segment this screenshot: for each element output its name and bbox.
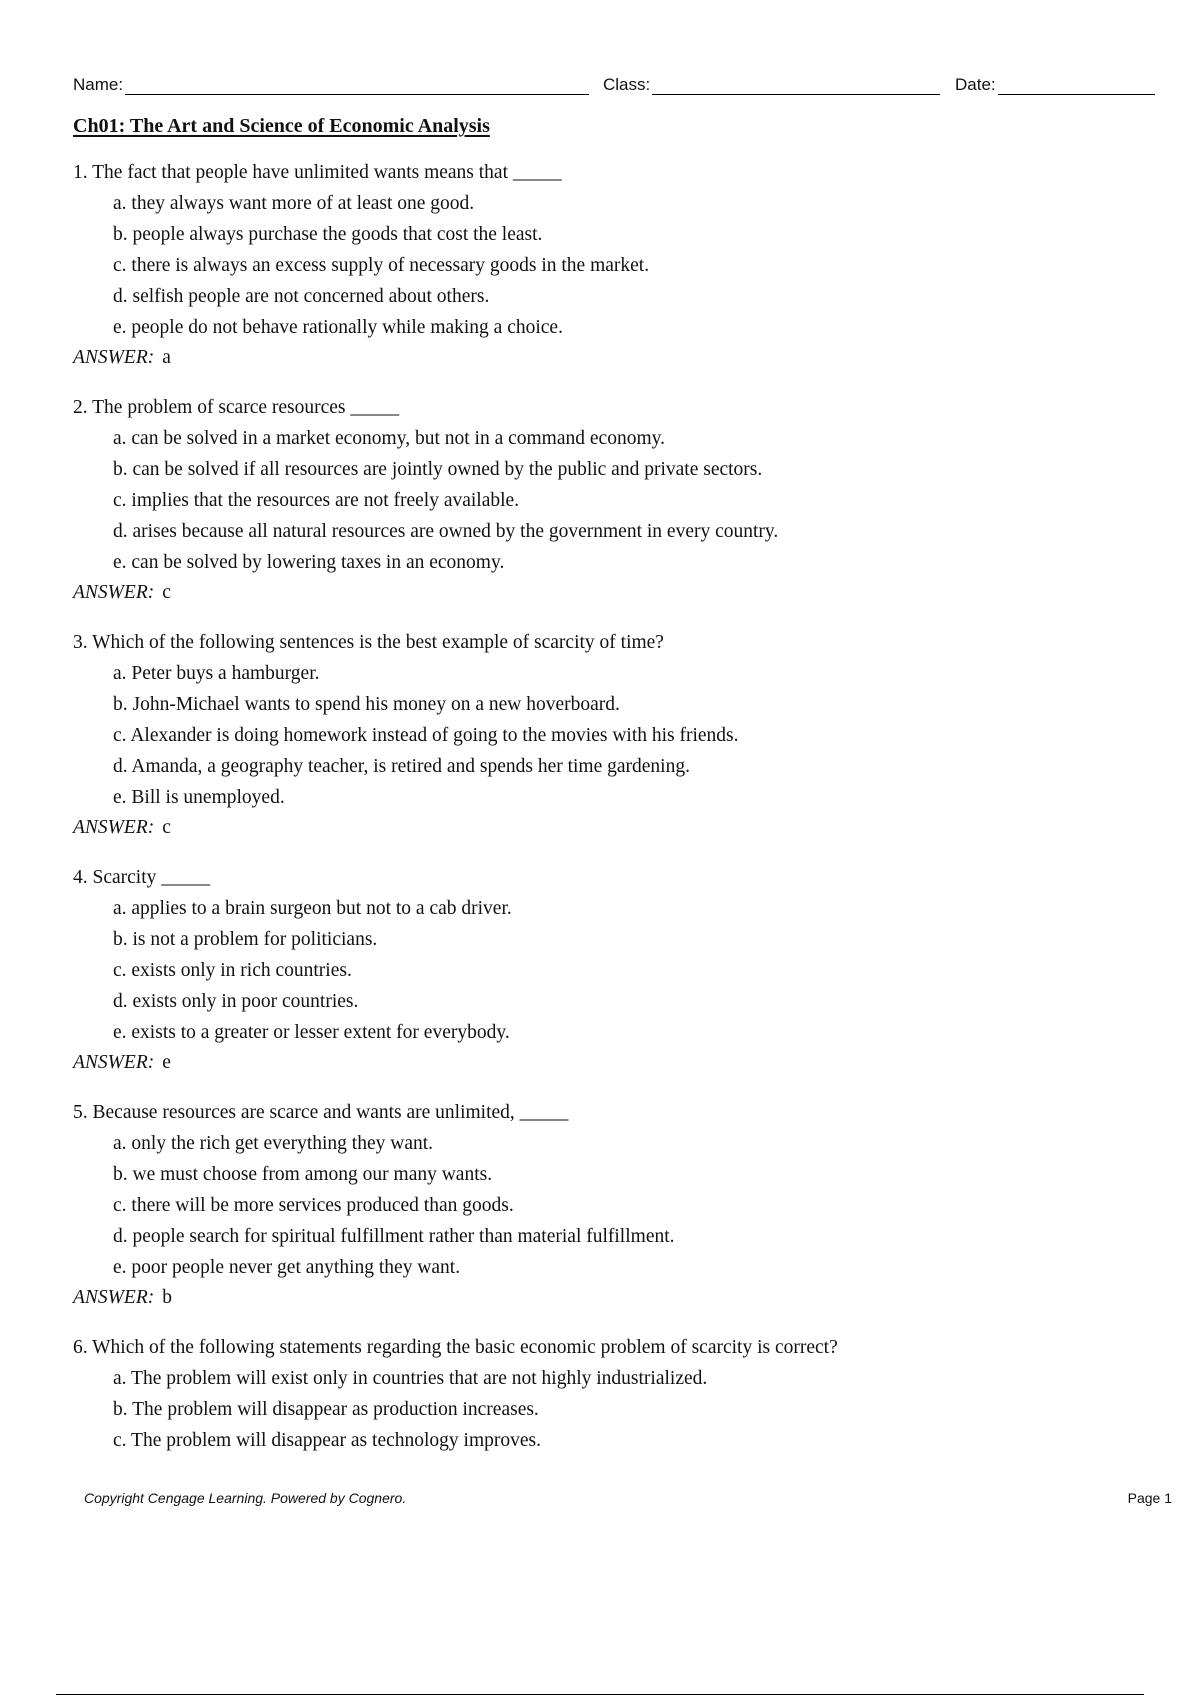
option-list	[73, 893, 1133, 1048]
option-c: c. exists only in rich countries.	[113, 960, 352, 981]
option-a: a. The problem will exist only in countries that are not highly industrialized.	[113, 1368, 708, 1389]
option-e: e. exists to a greater or lesser extent for everybody.	[113, 1022, 510, 1043]
question-stem: 3. Which of the following sentences is the best example of scarcity of time?	[73, 632, 664, 653]
question-5	[73, 1098, 1133, 1313]
answer-line	[73, 1283, 1133, 1313]
class-field	[603, 74, 940, 95]
question-4	[73, 863, 1133, 1078]
option-c: c. there will be more services produced than goods.	[113, 1195, 514, 1216]
answer-label: ANSWER:	[73, 582, 155, 603]
name-label: Name:	[73, 75, 124, 94]
option-d: d. exists only in poor countries.	[113, 991, 359, 1012]
class-label: Class:	[603, 75, 651, 94]
question-stem: 1. The fact that people have unlimited wants means that _____	[73, 162, 562, 183]
page-number: Page 1	[1127, 1490, 1172, 1506]
option-b: b. The problem will disappear as production increases.	[113, 1399, 539, 1420]
option-b: b. we must choose from among our many wants.	[113, 1164, 493, 1185]
answer-label: ANSWER:	[73, 1287, 155, 1308]
page-footer	[84, 1490, 1172, 1510]
option-list	[73, 1363, 1133, 1456]
chapter-title: Ch01: The Art and Science of Economic Analysis	[73, 115, 490, 137]
answer-line	[73, 813, 1133, 843]
copyright-notice: Copyright Cengage Learning. Powered by Cognero.	[84, 1490, 407, 1506]
question-list	[73, 158, 1133, 1476]
answer-value: a	[162, 347, 171, 368]
option-list	[73, 423, 1133, 578]
answer-label: ANSWER:	[73, 347, 155, 368]
name-field	[73, 74, 589, 95]
option-e: e. people do not behave rationally while making a choice.	[113, 317, 563, 338]
option-a: a. only the rich get everything they want.	[113, 1133, 434, 1154]
name-blank-line	[125, 74, 589, 95]
option-c: c. The problem will disappear as technology improves.	[113, 1430, 541, 1451]
option-b: b. is not a problem for politicians.	[113, 929, 378, 950]
question-stem: 6. Which of the following statements regarding the basic economic problem of scarcity is correct?	[73, 1337, 838, 1358]
answer-label: ANSWER:	[73, 1052, 155, 1073]
question-stem: 5. Because resources are scarce and wants are unlimited, _____	[73, 1102, 569, 1123]
date-blank-line	[998, 74, 1155, 95]
option-e: e. can be solved by lowering taxes in an economy.	[113, 552, 505, 573]
answer-label: ANSWER:	[73, 817, 155, 838]
option-list	[73, 1128, 1133, 1283]
option-a: a. applies to a brain surgeon but not to a cab driver.	[113, 898, 512, 919]
answer-line	[73, 1048, 1133, 1078]
option-c: c. implies that the resources are not freely available.	[113, 490, 520, 511]
option-d: d. selfish people are not concerned about others.	[113, 286, 490, 307]
class-blank-line	[652, 74, 940, 95]
option-list	[73, 188, 1133, 343]
option-d: d. arises because all natural resources are owned by the government in every country.	[113, 521, 779, 542]
question-2	[73, 393, 1133, 608]
question-3	[73, 628, 1133, 843]
option-a: a. can be solved in a market economy, but not in a command economy.	[113, 428, 665, 449]
question-stem: 2. The problem of scarce resources _____	[73, 397, 400, 418]
option-b: b. can be solved if all resources are jointly owned by the public and private sectors.	[113, 459, 763, 480]
student-info-header	[73, 74, 1161, 102]
question-6	[73, 1333, 1133, 1456]
option-d: d. Amanda, a geography teacher, is retired and spends her time gardening.	[113, 756, 690, 777]
answer-value: c	[162, 817, 171, 838]
answer-value: b	[162, 1287, 172, 1308]
option-list	[73, 658, 1133, 813]
option-e: e. Bill is unemployed.	[113, 787, 285, 808]
option-c: c. there is always an excess supply of necessary goods in the market.	[113, 255, 650, 276]
bottom-divider	[56, 1694, 1144, 1695]
option-d: d. people search for spiritual fulfillment rather than material fulfillment.	[113, 1226, 675, 1247]
option-a: a. Peter buys a hamburger.	[113, 663, 320, 684]
date-label: Date:	[955, 75, 996, 94]
option-b: b. John-Michael wants to spend his money on a new hoverboard.	[113, 694, 620, 715]
answer-line	[73, 343, 1133, 373]
option-c: c. Alexander is doing homework instead of going to the movies with his friends.	[113, 725, 739, 746]
answer-value: c	[162, 582, 171, 603]
date-field	[955, 74, 1155, 95]
option-a: a. they always want more of at least one good.	[113, 193, 475, 214]
option-b: b. people always purchase the goods that cost the least.	[113, 224, 543, 245]
answer-value: e	[162, 1052, 171, 1073]
question-stem: 4. Scarcity _____	[73, 867, 211, 888]
option-e: e. poor people never get anything they want.	[113, 1257, 461, 1278]
question-1	[73, 158, 1133, 373]
answer-line	[73, 578, 1133, 608]
